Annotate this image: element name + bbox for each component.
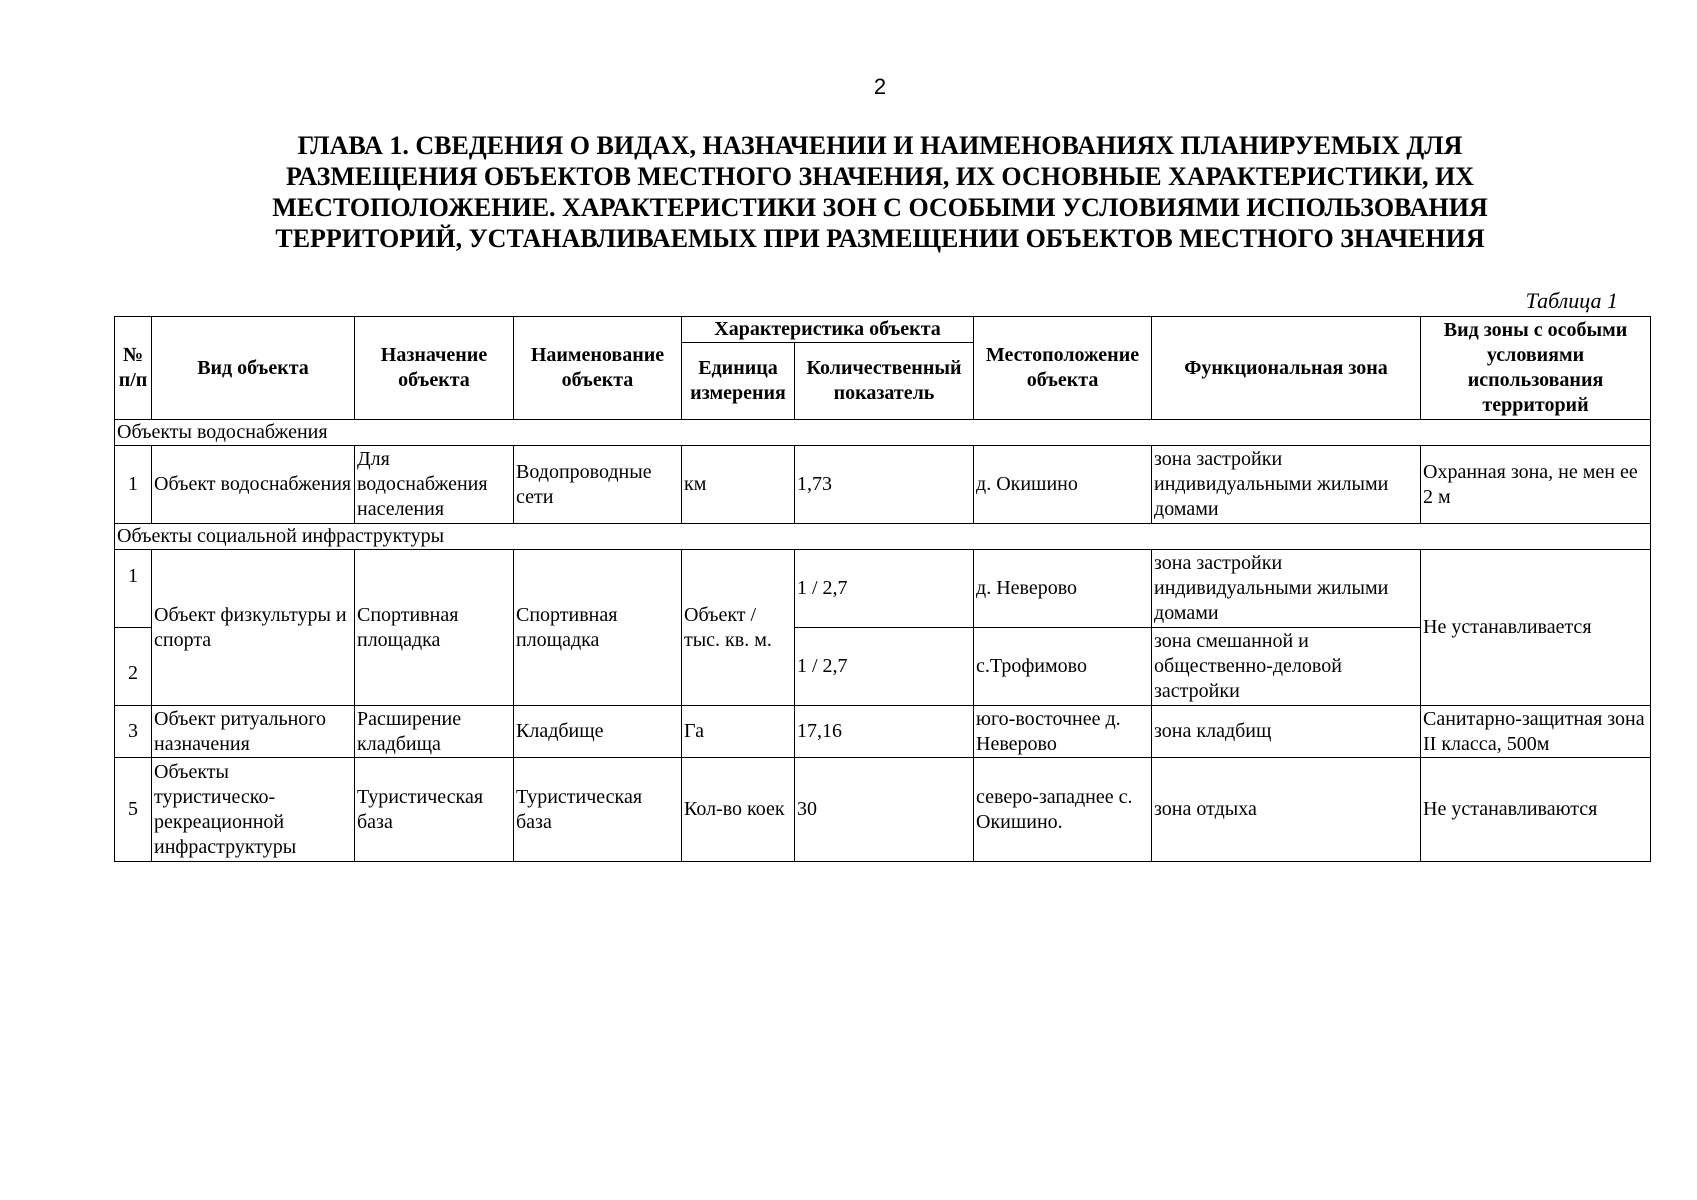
header-purpose: Назначение объекта bbox=[355, 317, 514, 420]
table-row bbox=[115, 446, 1651, 524]
header-special-zone: Вид зоны с особыми условиями использования территорий bbox=[1421, 317, 1651, 420]
table-header bbox=[115, 317, 1651, 420]
cell-quantity: 1 / 2,7 bbox=[795, 550, 974, 628]
cell-purpose: Спортивная площадка bbox=[355, 550, 514, 706]
cell-location: северо-западнее с. Окишино. bbox=[974, 758, 1152, 862]
section-title: Объекты социальной инфраструктуры bbox=[115, 524, 1651, 550]
cell-quantity: 17,16 bbox=[795, 706, 974, 758]
cell-purpose: Для водоснабжения населения bbox=[355, 446, 514, 524]
cell-functional-zone: зона смешанной и общественно-деловой застройки bbox=[1152, 628, 1421, 706]
cell-num: 1 bbox=[115, 550, 152, 628]
header-object-type: Вид объекта bbox=[152, 317, 355, 420]
cell-unit: Га bbox=[682, 706, 795, 758]
cell-object-type: Объект физкультуры и спорта bbox=[152, 550, 355, 706]
header-functional-zone: Функциональная зона bbox=[1152, 317, 1421, 420]
cell-quantity: 1 / 2,7 bbox=[795, 628, 974, 706]
header-object-name: Наименование объекта bbox=[514, 317, 682, 420]
table-row bbox=[115, 706, 1651, 758]
cell-location: д. Окишино bbox=[974, 446, 1152, 524]
cell-quantity: 1,73 bbox=[795, 446, 974, 524]
cell-purpose: Туристическая база bbox=[355, 758, 514, 862]
cell-purpose: Расширение кладбища bbox=[355, 706, 514, 758]
cell-unit: км bbox=[682, 446, 795, 524]
cell-num: 2 bbox=[115, 628, 152, 706]
section-row bbox=[115, 420, 1651, 446]
cell-functional-zone: зона кладбищ bbox=[1152, 706, 1421, 758]
table-caption: Таблица 1 bbox=[1525, 288, 1618, 313]
cell-object-name: Туристическая база bbox=[514, 758, 682, 862]
cell-location: с.Трофимово bbox=[974, 628, 1152, 706]
table-row bbox=[115, 550, 1651, 628]
cell-unit: Объект / тыс. кв. м. bbox=[682, 550, 795, 706]
chapter-heading bbox=[150, 130, 1610, 254]
cell-location: д. Неверово bbox=[974, 550, 1152, 628]
cell-special-zone: Санитарно-защитная зона II класса, 500м bbox=[1421, 706, 1651, 758]
cell-object-name: Кладбище bbox=[514, 706, 682, 758]
heading-line: ГЛАВА 1. СВЕДЕНИЯ О ВИДАХ, НАЗНАЧЕНИИ И НАИМЕНОВАНИЯХ ПЛАНИРУЕМЫХ ДЛЯ bbox=[297, 131, 1463, 160]
cell-functional-zone: зона застройки индивидуальными жилыми домами bbox=[1152, 550, 1421, 628]
header-quantity: Количественный показатель bbox=[795, 343, 974, 420]
cell-functional-zone: зона отдыха bbox=[1152, 758, 1421, 862]
cell-object-name: Спортивная площадка bbox=[514, 550, 682, 706]
table-row bbox=[115, 758, 1651, 862]
cell-object-name: Водопроводные сети bbox=[514, 446, 682, 524]
section-row bbox=[115, 524, 1651, 550]
cell-num: 5 bbox=[115, 758, 152, 862]
cell-num: 3 bbox=[115, 706, 152, 758]
cell-object-type: Объект водоснабжения bbox=[152, 446, 355, 524]
cell-special-zone: Не устанавливается bbox=[1421, 550, 1651, 706]
header-num: № п/п bbox=[115, 317, 152, 420]
objects-table bbox=[114, 316, 1651, 862]
cell-special-zone: Не устанавливаются bbox=[1421, 758, 1651, 862]
header-characteristics: Характеристика объекта bbox=[682, 317, 974, 343]
cell-functional-zone: зона застройки индивидуальными жилыми домами bbox=[1152, 446, 1421, 524]
heading-line: РАЗМЕЩЕНИЯ ОБЪЕКТОВ МЕСТНОГО ЗНАЧЕНИЯ, ИХ ОСНОВНЫЕ ХАРАКТЕРИСТИКИ, ИХ bbox=[285, 162, 1475, 191]
cell-special-zone: Охранная зона, не мен ее 2 м bbox=[1421, 446, 1651, 524]
cell-location: юго-восточнее д. Неверово bbox=[974, 706, 1152, 758]
header-location: Местоположение объекта bbox=[974, 317, 1152, 420]
heading-line: МЕСТОПОЛОЖЕНИЕ. ХАРАКТЕРИСТИКИ ЗОН С ОСОБЫМИ УСЛОВИЯМИ ИСПОЛЬЗОВАНИЯ bbox=[272, 193, 1488, 222]
cell-quantity: 30 bbox=[795, 758, 974, 862]
cell-object-type: Объекты туристическо-рекреационной инфраструктуры bbox=[152, 758, 355, 862]
heading-line: ТЕРРИТОРИЙ, УСТАНАВЛИВАЕМЫХ ПРИ РАЗМЕЩЕНИИ ОБЪЕКТОВ МЕСТНОГО ЗНАЧЕНИЯ bbox=[275, 224, 1485, 253]
cell-object-type: Объект ритуального назначения bbox=[152, 706, 355, 758]
header-unit: Единица измерения bbox=[682, 343, 795, 420]
section-title: Объекты водоснабжения bbox=[115, 420, 1651, 446]
page-number: 2 bbox=[873, 74, 887, 99]
cell-num: 1 bbox=[115, 446, 152, 524]
cell-unit: Кол-во коек bbox=[682, 758, 795, 862]
